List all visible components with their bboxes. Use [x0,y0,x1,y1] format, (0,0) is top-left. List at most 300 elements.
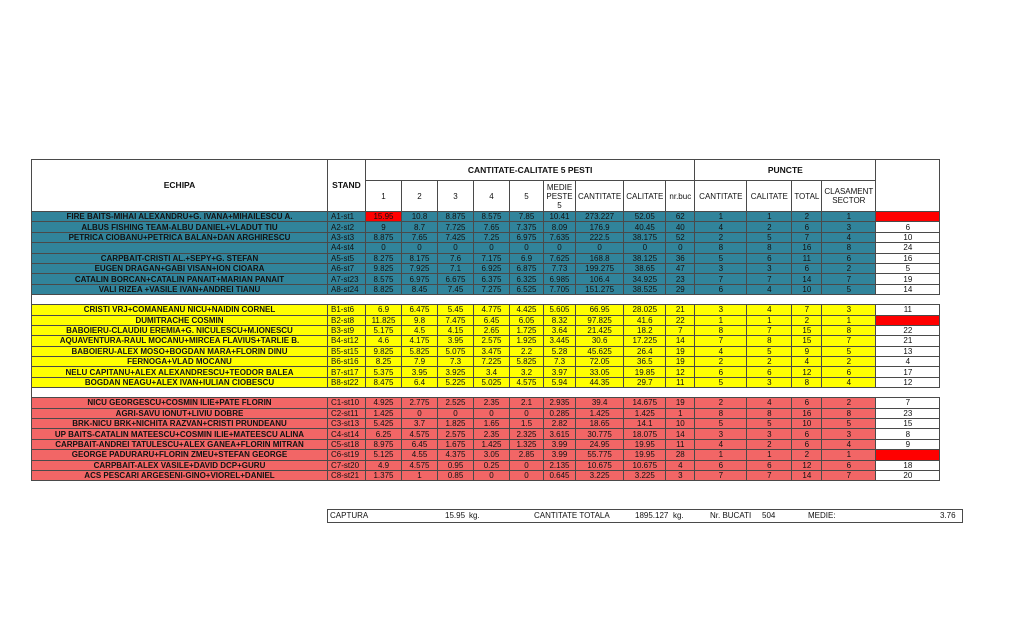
value-cell: 19 [666,357,695,367]
captura-value: 15.95 [445,511,466,520]
clasament-general-cell: 8 [876,429,940,439]
value-cell: 2 [747,357,792,367]
value-cell: 5 [747,419,792,429]
spacer-cell [438,295,474,305]
value-cell: 8 [695,408,747,418]
subheader-cell: CANTITATE [695,181,747,212]
clasament-general-cell: 1 [876,212,940,222]
value-cell: 3 [695,263,747,273]
value-cell: 0.645 [544,470,576,480]
team-cell: CARPBAIT-ANDREI TATULESCU+ALEX GANEA+FLORIN MITRAN [32,439,328,449]
value-cell: 16 [792,243,822,253]
cantitate-totala-label: CANTITATE TOTALA [534,511,610,520]
team-cell: BABOIERU-ALEX MOSO+BOGDAN MARA+FLORIN DINU [32,346,328,356]
value-cell: 2.135 [544,460,576,470]
value-cell: 0 [510,408,544,418]
team-cell: VALI RIZEA +VASILE IVAN+ANDREI TIANU [32,284,328,294]
value-cell: 7 [792,305,822,315]
stand-cell: C8-st21 [328,470,366,480]
value-cell: 8.825 [366,284,402,294]
value-cell: 8.7 [402,222,438,232]
value-cell: 8 [747,336,792,346]
value-cell: 5.45 [438,305,474,315]
team-cell: CARPBAIT-ALEX VASILE+DAVID DCP+GURU [32,460,328,470]
value-cell: 36.5 [624,357,666,367]
clasament-general-cell: 9 [876,439,940,449]
value-cell: 4 [747,305,792,315]
clasament-general-cell: 5 [876,263,940,273]
stand-cell: A2-st2 [328,222,366,232]
value-cell: 5 [822,419,876,429]
stand-cell: C3-st13 [328,419,366,429]
value-cell: 5 [747,346,792,356]
spacer-cell [402,388,438,398]
value-cell: 11 [666,439,695,449]
value-cell: 7 [695,336,747,346]
clasament-general-cell: 3 [876,450,940,460]
value-cell: 3 [695,305,747,315]
value-cell: 2 [695,357,747,367]
value-cell: 15.95 [366,212,402,222]
value-cell: 5.28 [544,346,576,356]
value-cell: 28 [666,450,695,460]
value-cell: 1.675 [438,439,474,449]
value-cell: 26.4 [624,346,666,356]
value-cell: 3 [666,470,695,480]
captura-label: CAPTURA [330,511,369,520]
value-cell: 1.425 [624,408,666,418]
value-cell: 4 [822,232,876,242]
value-cell: 199.275 [576,263,624,273]
table-row [32,263,940,273]
value-cell: 1 [666,408,695,418]
value-cell: 2.35 [474,398,510,408]
header-cantitate-calitate: CANTITATE-CALITATE 5 PESTI [366,160,695,181]
value-cell: 5 [695,419,747,429]
value-cell: 3.05 [474,450,510,460]
value-cell: 38.525 [624,284,666,294]
value-cell: 0 [666,243,695,253]
value-cell: 6 [822,460,876,470]
value-cell: 1 [695,212,747,222]
value-cell: 4 [695,346,747,356]
value-cell: 0 [510,460,544,470]
spacer-cell [822,295,876,305]
value-cell: 4.575 [402,460,438,470]
spacer-cell [876,388,940,398]
value-cell: 6 [792,429,822,439]
value-cell: 4.15 [438,325,474,335]
value-cell: 4.6 [366,336,402,346]
value-cell: 0 [474,408,510,418]
value-cell: 6.475 [402,305,438,315]
nr-bucati-value: 504 [762,511,776,520]
value-cell: 8 [822,325,876,335]
value-cell: 52.05 [624,212,666,222]
value-cell: 5.375 [366,367,402,377]
clasament-general-cell: 23 [876,408,940,418]
value-cell: 3.925 [438,367,474,377]
value-cell: 7 [666,325,695,335]
value-cell: 8.875 [438,212,474,222]
spacer-row [32,388,940,398]
spacer-cell [328,388,366,398]
value-cell: 6 [792,398,822,408]
spacer-cell [366,388,402,398]
subheader-cell: 4 [474,181,510,212]
stand-cell: B1-st6 [328,305,366,315]
value-cell: 7.275 [474,284,510,294]
clasament-general-cell: 12 [876,377,940,387]
spacer-cell [747,388,792,398]
value-cell: 6 [747,367,792,377]
value-cell: 6 [695,367,747,377]
value-cell: 7.25 [474,232,510,242]
value-cell: 10 [666,419,695,429]
value-cell: 0.85 [438,470,474,480]
value-cell: 7.3 [544,357,576,367]
stand-cell: C4-st14 [328,429,366,439]
stand-cell: A7-st23 [328,274,366,284]
stand-cell: B6-st16 [328,357,366,367]
value-cell: 1 [822,212,876,222]
value-cell: 7.1 [438,263,474,273]
value-cell: 18.65 [576,419,624,429]
value-cell: 8 [747,243,792,253]
value-cell: 66.95 [576,305,624,315]
value-cell: 47 [666,263,695,273]
value-cell: 6 [792,263,822,273]
table-row [32,470,940,480]
value-cell: 10.675 [624,460,666,470]
table-row [32,274,940,284]
value-cell: 5.125 [366,450,402,460]
value-cell: 8.45 [402,284,438,294]
value-cell: 6.975 [510,232,544,242]
stand-cell: B8-st22 [328,377,366,387]
value-cell: 11 [666,377,695,387]
value-cell: 3.2 [510,367,544,377]
team-cell: EUGEN DRAGAN+GABI VISAN+ION CIOARA [32,263,328,273]
value-cell: 19 [666,346,695,356]
value-cell: 5 [695,377,747,387]
value-cell: 2.775 [402,398,438,408]
value-cell: 7 [822,274,876,284]
value-cell: 5.225 [438,377,474,387]
clasament-general-cell: 22 [876,325,940,335]
stand-cell: C1-st10 [328,398,366,408]
value-cell: 10 [792,419,822,429]
value-cell: 6 [747,460,792,470]
value-cell: 9 [366,222,402,232]
value-cell: 72.05 [576,357,624,367]
value-cell: 0 [438,243,474,253]
value-cell: 3.95 [402,367,438,377]
value-cell: 6 [747,253,792,263]
spacer-cell [822,388,876,398]
value-cell: 9.8 [402,315,438,325]
value-cell: 62 [666,212,695,222]
value-cell: 6 [695,284,747,294]
value-cell: 10.41 [544,212,576,222]
team-cell [32,243,328,253]
stand-cell: A6-st7 [328,263,366,273]
results-table [31,159,940,481]
value-cell: 38.65 [624,263,666,273]
value-cell: 5.025 [474,377,510,387]
value-cell: 19.95 [624,439,666,449]
table-row [32,305,940,315]
value-cell: 0 [366,243,402,253]
team-cell: ALBUS FISHING TEAM-ALBU DANIEL+VLADUT TIU [32,222,328,232]
clasament-general-cell: 10 [876,232,940,242]
value-cell: 2.525 [438,398,474,408]
value-cell: 1.325 [510,439,544,449]
spacer-cell [576,388,624,398]
value-cell: 6.675 [438,274,474,284]
value-cell: 7 [747,274,792,284]
medie-value: 3.76 [940,511,956,520]
value-cell: 7.705 [544,284,576,294]
value-cell: 8 [822,408,876,418]
value-cell: 0 [402,243,438,253]
value-cell: 12 [792,460,822,470]
value-cell: 3.64 [544,325,576,335]
value-cell: 8.175 [402,253,438,263]
header-row [32,160,940,181]
value-cell: 7 [695,274,747,284]
value-cell: 3.97 [544,367,576,377]
value-cell: 7.65 [474,222,510,232]
value-cell: 3.95 [438,336,474,346]
value-cell: 8.275 [366,253,402,263]
team-cell: NICU GEORGESCU+COSMIN ILIE+PATE FLORIN [32,398,328,408]
value-cell: 5.825 [402,346,438,356]
value-cell: 3.4 [474,367,510,377]
value-cell: 5 [747,232,792,242]
value-cell: 4 [822,439,876,449]
value-cell: 0 [576,243,624,253]
value-cell: 5 [822,346,876,356]
value-cell: 1.5 [510,419,544,429]
spacer-cell [366,295,402,305]
value-cell: 41.6 [624,315,666,325]
value-cell: 4.55 [402,450,438,460]
subheader-cell: MEDIE PESTE 5 [544,181,576,212]
table-row [32,408,940,418]
value-cell: 9 [792,346,822,356]
value-cell: 38.125 [624,253,666,263]
value-cell: 6.4 [402,377,438,387]
value-cell: 1.425 [366,408,402,418]
value-cell: 7.425 [438,232,474,242]
table-row [32,377,940,387]
summary-bar [327,509,963,523]
table-row [32,315,940,325]
value-cell: 28.025 [624,305,666,315]
subheader-cell: CALITATE [747,181,792,212]
team-cell: DUMITRACHE COSMIN [32,315,328,325]
stand-cell: C5-st18 [328,439,366,449]
value-cell: 6 [695,460,747,470]
value-cell: 40.45 [624,222,666,232]
value-cell: 7.625 [544,253,576,263]
value-cell: 7.65 [402,232,438,242]
spacer-cell [510,295,544,305]
value-cell: 7 [822,336,876,346]
value-cell: 4.5 [402,325,438,335]
value-cell: 14.675 [624,398,666,408]
value-cell: 8.575 [366,274,402,284]
value-cell: 14 [666,336,695,346]
value-cell: 52 [666,232,695,242]
table-row [32,367,940,377]
spacer-cell [695,295,747,305]
value-cell: 8.475 [366,377,402,387]
value-cell: 2.1 [510,398,544,408]
value-cell: 6.525 [510,284,544,294]
team-cell: NELU CAPITANU+ALEX ALEXANDRESCU+TEODOR BALEA [32,367,328,377]
value-cell: 7 [792,232,822,242]
value-cell: 8.875 [366,232,402,242]
table-row [32,232,940,242]
value-cell: 10.8 [402,212,438,222]
value-cell: 15 [792,325,822,335]
value-cell: 6 [822,367,876,377]
clasament-general-cell: 20 [876,470,940,480]
table-row [32,336,940,346]
value-cell: 5 [695,253,747,263]
value-cell: 0 [474,470,510,480]
value-cell: 29.7 [624,377,666,387]
spacer-cell [576,295,624,305]
header-stand: STAND [328,160,366,212]
table-row [32,346,940,356]
value-cell: 5.94 [544,377,576,387]
clasament-general-cell: 11 [876,305,940,315]
table-row [32,439,940,449]
value-cell: 1.425 [474,439,510,449]
spacer-cell [328,295,366,305]
value-cell: 3.445 [544,336,576,346]
value-cell: 0 [624,243,666,253]
table-row [32,243,940,253]
table-row [32,429,940,439]
spacer-cell [792,388,822,398]
value-cell: 3 [747,263,792,273]
subheader-cell: nr.buc [666,181,695,212]
value-cell: 1 [747,315,792,325]
subheader-cell: 2 [402,181,438,212]
value-cell: 9.825 [366,263,402,273]
value-cell: 7.9 [402,357,438,367]
clasament-general-cell: 15 [876,419,940,429]
value-cell: 5 [822,284,876,294]
value-cell: 7.73 [544,263,576,273]
value-cell: 2.575 [438,429,474,439]
value-cell: 273.227 [576,212,624,222]
value-cell: 2.35 [474,429,510,439]
value-cell: 2 [792,450,822,460]
value-cell: 4 [822,377,876,387]
value-cell: 4 [666,460,695,470]
value-cell: 1.825 [438,419,474,429]
spacer-cell [32,388,328,398]
value-cell: 4.425 [510,305,544,315]
value-cell: 5.825 [510,357,544,367]
value-cell: 3 [822,429,876,439]
value-cell: 3 [822,305,876,315]
value-cell: 7.175 [474,253,510,263]
value-cell: 1.425 [576,408,624,418]
value-cell: 2 [747,222,792,232]
spacer-cell [474,295,510,305]
value-cell: 0 [402,408,438,418]
team-cell: CARPBAIT-CRISTI AL.+SEPY+G. STEFAN [32,253,328,263]
value-cell: 8 [695,243,747,253]
value-cell: 2.65 [474,325,510,335]
value-cell: 33.05 [576,367,624,377]
value-cell: 5.605 [544,305,576,315]
value-cell: 24.95 [576,439,624,449]
stand-cell: C2-st11 [328,408,366,418]
stand-cell: B7-st17 [328,367,366,377]
team-cell: GEORGE PADURARU+FLORIN ZMEU+STEFAN GEORGE [32,450,328,460]
value-cell: 14.1 [624,419,666,429]
team-cell: FIRE BAITS-MIHAI ALEXANDRU+G. IVANA+MIHAILESCU A. [32,212,328,222]
value-cell: 8 [822,243,876,253]
value-cell: 3.475 [474,346,510,356]
table-row [32,450,940,460]
value-cell: 23 [666,274,695,284]
value-cell: 3.7 [402,419,438,429]
stand-cell: A5-st5 [328,253,366,263]
spacer-row [32,295,940,305]
clasament-general-cell: 19 [876,274,940,284]
value-cell: 6.05 [510,315,544,325]
value-cell: 2 [747,439,792,449]
medie-label: MEDIE: [808,511,836,520]
spacer-cell [402,295,438,305]
value-cell: 7.85 [510,212,544,222]
subheader-cell: 3 [438,181,474,212]
value-cell: 8 [747,408,792,418]
value-cell: 6.375 [474,274,510,284]
value-cell: 0 [474,243,510,253]
value-cell: 2 [822,357,876,367]
value-cell: 4 [695,439,747,449]
spacer-cell [544,388,576,398]
value-cell: 0.285 [544,408,576,418]
value-cell: 6.45 [474,315,510,325]
value-cell: 4 [792,357,822,367]
value-cell: 8.25 [366,357,402,367]
value-cell: 0 [438,408,474,418]
value-cell: 1.375 [366,470,402,480]
value-cell: 4.375 [438,450,474,460]
spacer-cell [695,388,747,398]
table-row [32,212,940,222]
subheader-cell: 1 [366,181,402,212]
value-cell: 3.615 [544,429,576,439]
spacer-cell [876,295,940,305]
value-cell: 7 [695,470,747,480]
stand-cell: A1-st1 [328,212,366,222]
value-cell: 4 [695,222,747,232]
spacer-cell [32,295,328,305]
value-cell: 55.775 [576,450,624,460]
value-cell: 7.925 [402,263,438,273]
